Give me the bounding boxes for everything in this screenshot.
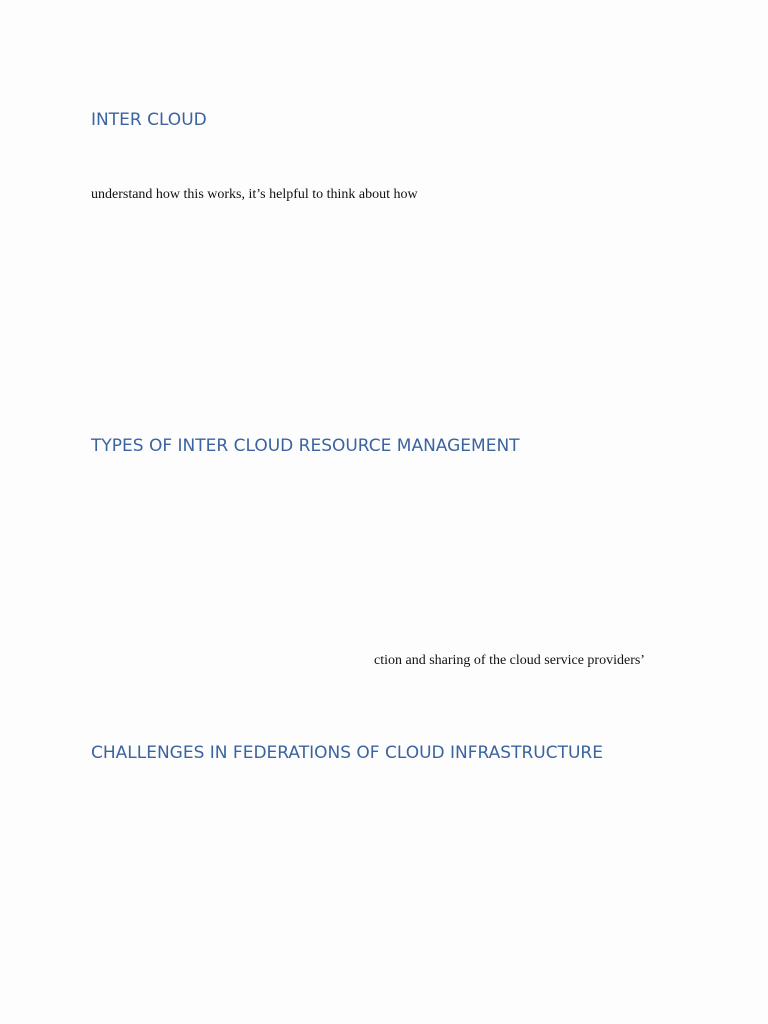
body-text-fragment-2: ction and sharing of the cloud service providers’ xyxy=(374,653,645,668)
body-text-fragment-1: understand how this works, it’s helpful to think about how xyxy=(91,187,418,202)
section-heading-challenges-in-federations: CHALLENGES IN FEDERATIONS OF CLOUD INFRASTRUCTURE xyxy=(91,743,603,763)
section-heading-inter-cloud: INTER CLOUD xyxy=(91,110,207,130)
section-heading-types-of-inter-cloud-resource-management: TYPES OF INTER CLOUD RESOURCE MANAGEMENT xyxy=(91,436,520,456)
